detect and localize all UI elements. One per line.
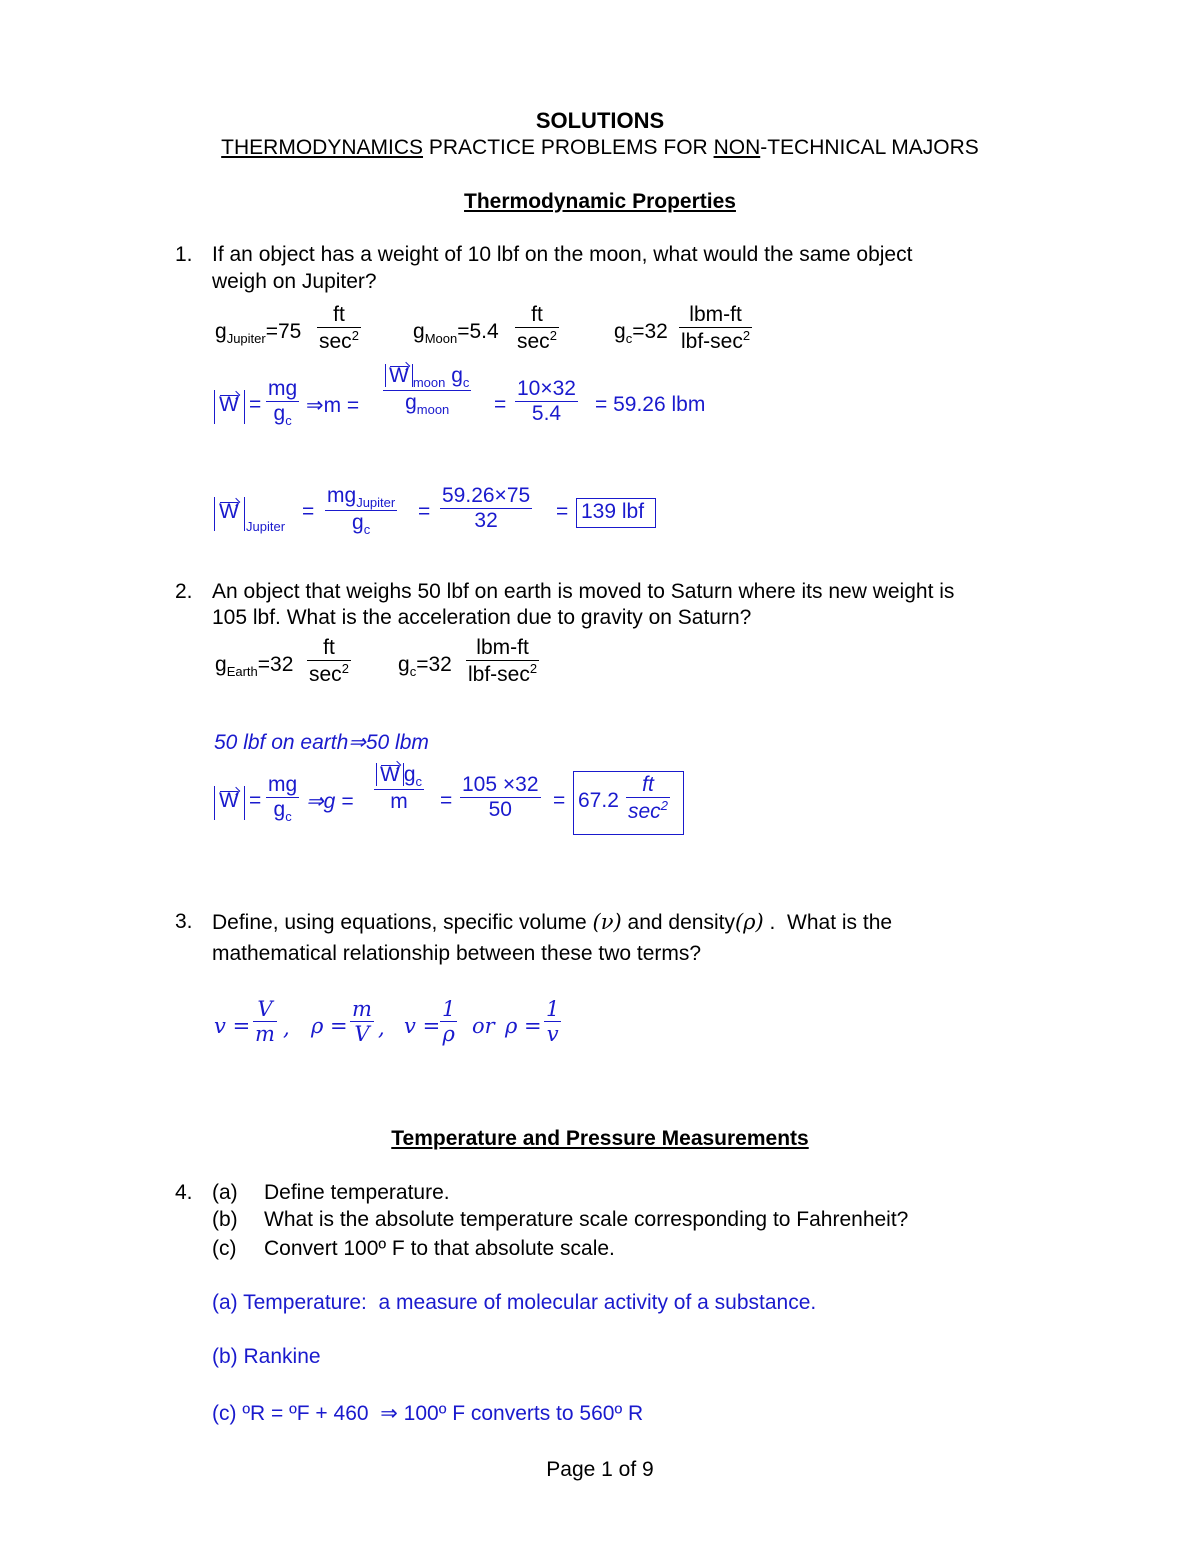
fraction: ft $\sec^2$ (628, 773, 668, 823)
given-gearth: $g_{Earth}=32$ (215, 653, 294, 679)
weight-vector: W (219, 500, 239, 523)
or-text: or (472, 1014, 495, 1038)
subtitle-part: NON (713, 136, 761, 159)
given-gc: $g_c=32$ (398, 653, 452, 679)
part-label: (b) (212, 1208, 238, 1231)
weight-vector: W (219, 393, 239, 416)
answer-text: (c) ºR = ºF + 460 ⇒ 100º F converts to 560º R (212, 1402, 644, 1425)
question-number: 3. (175, 910, 193, 933)
fraction: $\frac{m}{V}$ (352, 997, 372, 1046)
part-label: (c) (212, 1237, 237, 1260)
equals: = (494, 393, 507, 416)
fraction: $\frac{mg}{g_c}$ (268, 773, 298, 824)
fraction: ft $\sec^2$ (319, 303, 359, 353)
question-text: Define, using equations, specific volume (ν) and density(ρ) . What is the (212, 910, 893, 934)
equals: = (418, 500, 431, 523)
question-text: Convert 100º F to that absolute scale. (264, 1237, 615, 1260)
solution-note: 50 lbf on earth⇒50 lbm (214, 731, 429, 754)
subtitle-part: PRACTICE PROBLEMS FOR (423, 136, 714, 159)
equals: = (556, 500, 569, 523)
question-text: 105 lbf. What is the acceleration due to gravity on Saturn? (212, 606, 752, 629)
question-number: 2. (175, 580, 193, 603)
question-text: If an object has a weight of 10 lbf on the moon, what would the same object (212, 243, 913, 266)
eq-symbol: ρ = (311, 1014, 348, 1038)
answer-text: (a) Temperature: a measure of molecular activity of a substance. (212, 1291, 817, 1314)
section-heading: Temperature and Pressure Measurements (391, 1127, 809, 1150)
answer-text: (b) Rankine (212, 1345, 321, 1368)
given-gjupiter: $g_{Jupiter}=75$ (215, 320, 302, 346)
answer-weight: 139 lbf (581, 500, 645, 523)
fraction: lbm-ft lbf-$\sec^2$ (468, 636, 538, 686)
eq-symbol: ρ = (505, 1014, 542, 1038)
equals: = (249, 789, 262, 812)
equals: = (249, 393, 262, 416)
fraction: $mg_{Jupiter}$ $g_c$ (327, 484, 396, 537)
implies: ⇒m = (306, 394, 360, 417)
comma: , (378, 1016, 385, 1040)
page-number: Page 1 of 9 (546, 1458, 654, 1481)
fraction: ft $\sec^2$ (517, 303, 557, 353)
given-gmoon: $g_{Moon}=5.4$ (413, 320, 499, 346)
subscript: Jupiter (246, 519, 286, 534)
fraction: $\frac{10\times 32}{5.4}$ (517, 377, 576, 425)
fraction: $\frac{59.26\times 75}{32}$ (442, 484, 531, 532)
answer-value: 67.2 (578, 789, 619, 812)
eq-symbol: v = (404, 1014, 441, 1038)
fraction: $\frac{105 \times 32}{50}$ (462, 773, 539, 821)
comma: , (283, 1016, 290, 1040)
subtitle-part: THERMODYNAMICS (221, 136, 424, 159)
fraction: lbm-ft lbf-$\sec^2$ (681, 303, 751, 353)
part-label: (a) (212, 1181, 238, 1204)
page-subtitle (0, 136, 1200, 160)
fraction: W $g_c$ m (374, 763, 424, 814)
subtitle-part: -TECHNICAL MAJORS (760, 136, 979, 159)
implies: ⇒g = (306, 790, 354, 813)
question-text: What is the absolute temperature scale corresponding to Fahrenheit? (264, 1208, 909, 1231)
fraction: $\frac{V}{m}$ (255, 997, 275, 1046)
fraction: W $_{moon}$ $g_c$ $g_{moon}$ (383, 364, 471, 417)
page-title: SOLUTIONS (535, 108, 665, 133)
equals: = (553, 789, 566, 812)
question-text: weigh on Jupiter? (212, 270, 377, 293)
fraction: $\frac{1}{v}$ (546, 997, 560, 1046)
section-heading: Thermodynamic Properties (464, 190, 736, 213)
fraction: $\frac{1}{\rho}$ (442, 997, 456, 1046)
fraction: ft $\sec^2$ (309, 636, 349, 686)
weight-vector: W (219, 789, 239, 812)
question-text: mathematical relationship between these two terms? (212, 942, 702, 965)
equals: = (302, 500, 315, 523)
equals: = (440, 789, 453, 812)
question-text: An object that weighs 50 lbf on earth is moved to Saturn where its new weight is (212, 580, 955, 603)
question-number: 4. (175, 1181, 193, 1204)
eq-symbol: v = (214, 1014, 251, 1038)
question-text: Define temperature. (264, 1181, 450, 1204)
fraction: $\frac{mg}{g_c}$ (268, 377, 298, 428)
given-gc: $g_c=32$ (614, 320, 668, 346)
result-mass: = 59.26 lbm (595, 393, 706, 416)
question-number: 1. (175, 243, 193, 266)
